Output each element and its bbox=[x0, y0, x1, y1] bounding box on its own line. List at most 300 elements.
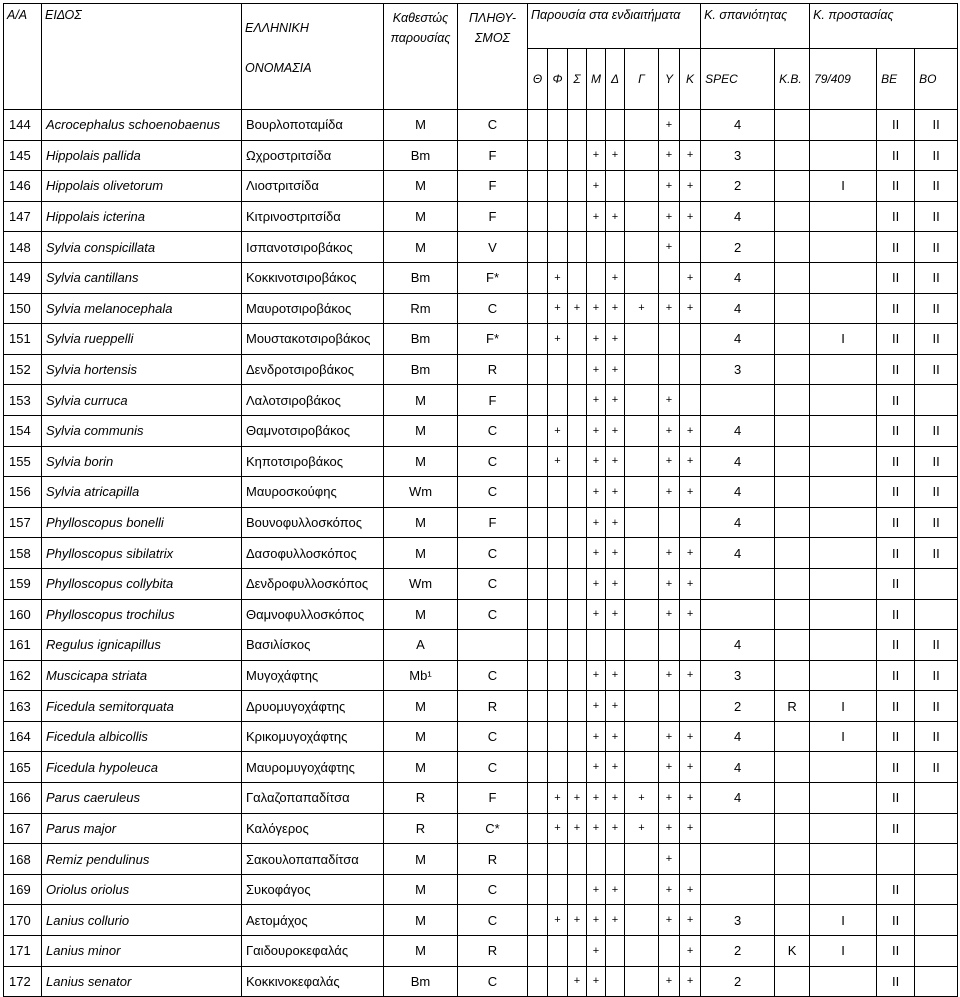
habitat-kappa-cell: + bbox=[680, 905, 701, 936]
header-kb: Κ.Β. bbox=[775, 49, 810, 110]
kb-cell bbox=[775, 874, 810, 905]
spec-cell: 4 bbox=[701, 201, 775, 232]
be-cell: II bbox=[877, 752, 915, 783]
status-cell: A bbox=[384, 630, 458, 661]
habitat-phi-cell: + bbox=[548, 415, 568, 446]
habitat-sigma-cell bbox=[568, 140, 587, 171]
kb-cell bbox=[775, 415, 810, 446]
population-cell: C bbox=[458, 905, 528, 936]
habitat-gamma-cell bbox=[625, 171, 659, 202]
spec-cell: 4 bbox=[701, 752, 775, 783]
habitat-kappa-cell: + bbox=[680, 446, 701, 477]
habitat-sigma-cell bbox=[568, 110, 587, 141]
spec-cell: 4 bbox=[701, 630, 775, 661]
habitat-gamma-cell: + bbox=[625, 813, 659, 844]
habitat-mu-cell bbox=[587, 844, 606, 875]
table-row bbox=[4, 844, 958, 875]
habitat-delta-cell: + bbox=[606, 874, 625, 905]
habitat-theta-cell bbox=[528, 874, 548, 905]
habitat-upsilon-cell: + bbox=[659, 446, 680, 477]
be-cell: II bbox=[877, 477, 915, 508]
habitat-phi-cell: + bbox=[548, 813, 568, 844]
species-cell: Lanius senator bbox=[42, 966, 242, 997]
habitat-sigma-cell bbox=[568, 936, 587, 967]
table-row bbox=[4, 477, 958, 508]
habitat-theta-cell bbox=[528, 354, 548, 385]
habitat-mu-cell: + bbox=[587, 874, 606, 905]
habitat-delta-cell: + bbox=[606, 446, 625, 477]
habitat-kappa-cell: + bbox=[680, 140, 701, 171]
table-body bbox=[4, 110, 958, 997]
table-row bbox=[4, 110, 958, 141]
be-cell: II bbox=[877, 966, 915, 997]
habitat-sigma-cell bbox=[568, 507, 587, 538]
species-cell: Parus caeruleus bbox=[42, 783, 242, 814]
directive-79-409-cell bbox=[810, 415, 877, 446]
bo-cell bbox=[915, 385, 958, 416]
habitat-theta-cell bbox=[528, 538, 548, 569]
habitat-theta-cell bbox=[528, 936, 548, 967]
status-cell: Rm bbox=[384, 293, 458, 324]
status-cell: M bbox=[384, 905, 458, 936]
habitat-gamma-cell bbox=[625, 140, 659, 171]
row-number-cell: 145 bbox=[4, 140, 42, 171]
directive-79-409-cell bbox=[810, 844, 877, 875]
greek-name-cell: Μαυρομυγοχάφτης bbox=[242, 752, 384, 783]
kb-cell bbox=[775, 568, 810, 599]
habitat-sigma-cell bbox=[568, 477, 587, 508]
status-cell: M bbox=[384, 232, 458, 263]
greek-name-cell: Μαυροσκούφης bbox=[242, 477, 384, 508]
table-header bbox=[4, 4, 958, 110]
greek-name-cell: Θαμνοφυλλοσκόπος bbox=[242, 599, 384, 630]
species-table-container bbox=[3, 3, 958, 997]
be-cell: II bbox=[877, 232, 915, 263]
be-cell: II bbox=[877, 721, 915, 752]
row-number-cell: 163 bbox=[4, 691, 42, 722]
header-bo: ΒΟ bbox=[915, 49, 958, 110]
table-row bbox=[4, 721, 958, 752]
habitat-delta-cell bbox=[606, 630, 625, 661]
population-cell: R bbox=[458, 354, 528, 385]
row-number-cell: 148 bbox=[4, 232, 42, 263]
habitat-theta-cell bbox=[528, 905, 548, 936]
be-cell: II bbox=[877, 201, 915, 232]
habitat-sigma-cell bbox=[568, 415, 587, 446]
population-cell: C bbox=[458, 110, 528, 141]
spec-cell: 4 bbox=[701, 324, 775, 355]
status-cell: M bbox=[384, 691, 458, 722]
table-row bbox=[4, 783, 958, 814]
habitat-gamma-cell bbox=[625, 630, 659, 661]
header-habitat-phi: Φ bbox=[548, 49, 568, 110]
habitat-sigma-cell: + bbox=[568, 905, 587, 936]
bo-cell bbox=[915, 783, 958, 814]
row-number-cell: 168 bbox=[4, 844, 42, 875]
habitat-gamma-cell bbox=[625, 905, 659, 936]
be-cell: II bbox=[877, 140, 915, 171]
habitat-theta-cell bbox=[528, 140, 548, 171]
habitat-mu-cell: + bbox=[587, 783, 606, 814]
greek-name-cell: Λαλοτσιροβάκος bbox=[242, 385, 384, 416]
status-cell: M bbox=[384, 446, 458, 477]
habitat-delta-cell: + bbox=[606, 140, 625, 171]
population-cell: C bbox=[458, 477, 528, 508]
row-number-cell: 153 bbox=[4, 385, 42, 416]
directive-79-409-cell bbox=[810, 110, 877, 141]
habitat-sigma-cell bbox=[568, 874, 587, 905]
species-cell: Regulus ignicapillus bbox=[42, 630, 242, 661]
kb-cell bbox=[775, 844, 810, 875]
kb-cell bbox=[775, 262, 810, 293]
table-row bbox=[4, 415, 958, 446]
be-cell: II bbox=[877, 415, 915, 446]
habitat-sigma-cell bbox=[568, 599, 587, 630]
directive-79-409-cell: I bbox=[810, 171, 877, 202]
header-habitat-theta: Θ bbox=[528, 49, 548, 110]
table-row bbox=[4, 201, 958, 232]
status-cell: M bbox=[384, 721, 458, 752]
habitat-sigma-cell bbox=[568, 354, 587, 385]
habitat-upsilon-cell bbox=[659, 507, 680, 538]
spec-cell: 2 bbox=[701, 691, 775, 722]
habitat-delta-cell: + bbox=[606, 568, 625, 599]
habitat-theta-cell bbox=[528, 966, 548, 997]
be-cell: II bbox=[877, 874, 915, 905]
directive-79-409-cell: I bbox=[810, 905, 877, 936]
row-number-cell: 149 bbox=[4, 262, 42, 293]
kb-cell bbox=[775, 171, 810, 202]
row-number-cell: 169 bbox=[4, 874, 42, 905]
habitat-kappa-cell: + bbox=[680, 293, 701, 324]
bo-cell bbox=[915, 936, 958, 967]
be-cell: II bbox=[877, 691, 915, 722]
habitat-gamma-cell bbox=[625, 201, 659, 232]
habitat-phi-cell bbox=[548, 232, 568, 263]
row-number-cell: 151 bbox=[4, 324, 42, 355]
header-status-line2: παρουσίας bbox=[390, 31, 451, 45]
habitat-kappa-cell: + bbox=[680, 874, 701, 905]
row-number-cell: 154 bbox=[4, 415, 42, 446]
kb-cell bbox=[775, 630, 810, 661]
row-number-cell: 159 bbox=[4, 568, 42, 599]
habitat-delta-cell: + bbox=[606, 507, 625, 538]
row-number-cell: 171 bbox=[4, 936, 42, 967]
habitat-phi-cell bbox=[548, 171, 568, 202]
habitat-kappa-cell: + bbox=[680, 599, 701, 630]
population-cell: C bbox=[458, 874, 528, 905]
bo-cell: II bbox=[915, 324, 958, 355]
species-cell: Phylloscopus trochilus bbox=[42, 599, 242, 630]
habitat-upsilon-cell: + bbox=[659, 660, 680, 691]
habitat-phi-cell bbox=[548, 599, 568, 630]
greek-name-cell: Μουστακοτσιροβάκος bbox=[242, 324, 384, 355]
habitat-kappa-cell: + bbox=[680, 721, 701, 752]
habitat-phi-cell: + bbox=[548, 905, 568, 936]
bo-cell bbox=[915, 568, 958, 599]
population-cell: F bbox=[458, 171, 528, 202]
population-cell: F bbox=[458, 385, 528, 416]
kb-cell bbox=[775, 721, 810, 752]
header-population bbox=[458, 4, 528, 110]
directive-79-409-cell bbox=[810, 232, 877, 263]
bo-cell bbox=[915, 966, 958, 997]
status-cell: M bbox=[384, 201, 458, 232]
table-row bbox=[4, 324, 958, 355]
directive-79-409-cell bbox=[810, 568, 877, 599]
row-number-cell: 170 bbox=[4, 905, 42, 936]
habitat-gamma-cell bbox=[625, 966, 659, 997]
spec-cell bbox=[701, 844, 775, 875]
status-cell: Wm bbox=[384, 477, 458, 508]
habitat-theta-cell bbox=[528, 171, 548, 202]
habitat-phi-cell bbox=[548, 507, 568, 538]
habitat-mu-cell: + bbox=[587, 171, 606, 202]
habitat-kappa-cell bbox=[680, 324, 701, 355]
be-cell: II bbox=[877, 324, 915, 355]
kb-cell bbox=[775, 813, 810, 844]
habitat-mu-cell: + bbox=[587, 201, 606, 232]
table-row bbox=[4, 293, 958, 324]
habitat-gamma-cell: + bbox=[625, 293, 659, 324]
habitat-kappa-cell bbox=[680, 691, 701, 722]
bo-cell: II bbox=[915, 752, 958, 783]
spec-cell: 2 bbox=[701, 966, 775, 997]
habitat-upsilon-cell bbox=[659, 324, 680, 355]
kb-cell bbox=[775, 660, 810, 691]
habitat-mu-cell: + bbox=[587, 691, 606, 722]
bo-cell: II bbox=[915, 140, 958, 171]
kb-cell bbox=[775, 783, 810, 814]
habitat-delta-cell: + bbox=[606, 538, 625, 569]
header-pop-line1: ΠΛΗΘΥ- bbox=[468, 11, 517, 25]
habitat-gamma-cell bbox=[625, 599, 659, 630]
species-cell: Phylloscopus collybita bbox=[42, 568, 242, 599]
row-number-cell: 157 bbox=[4, 507, 42, 538]
habitat-delta-cell: + bbox=[606, 201, 625, 232]
habitat-gamma-cell bbox=[625, 232, 659, 263]
habitat-phi-cell bbox=[548, 966, 568, 997]
directive-79-409-cell bbox=[810, 813, 877, 844]
header-aa: Α/Α bbox=[4, 4, 42, 110]
habitat-upsilon-cell: + bbox=[659, 874, 680, 905]
habitat-gamma-cell bbox=[625, 660, 659, 691]
habitat-upsilon-cell: + bbox=[659, 293, 680, 324]
species-cell: Remiz pendulinus bbox=[42, 844, 242, 875]
species-cell: Sylvia cantillans bbox=[42, 262, 242, 293]
spec-cell bbox=[701, 599, 775, 630]
directive-79-409-cell bbox=[810, 599, 877, 630]
status-cell: Bm bbox=[384, 140, 458, 171]
greek-name-cell: Καλόγερος bbox=[242, 813, 384, 844]
directive-79-409-cell bbox=[810, 262, 877, 293]
habitat-phi-cell bbox=[548, 721, 568, 752]
spec-cell bbox=[701, 568, 775, 599]
spec-cell: 4 bbox=[701, 446, 775, 477]
kb-cell bbox=[775, 446, 810, 477]
habitat-sigma-cell bbox=[568, 660, 587, 691]
habitat-phi-cell: + bbox=[548, 262, 568, 293]
spec-cell bbox=[701, 874, 775, 905]
kb-cell bbox=[775, 752, 810, 783]
habitat-kappa-cell: + bbox=[680, 966, 701, 997]
habitat-phi-cell bbox=[548, 385, 568, 416]
directive-79-409-cell bbox=[810, 385, 877, 416]
habitat-upsilon-cell: + bbox=[659, 966, 680, 997]
species-cell: Sylvia conspicillata bbox=[42, 232, 242, 263]
habitat-kappa-cell: + bbox=[680, 201, 701, 232]
header-greek-name bbox=[242, 4, 384, 110]
kb-cell bbox=[775, 599, 810, 630]
greek-name-cell: Κηποτσιροβάκος bbox=[242, 446, 384, 477]
habitat-sigma-cell: + bbox=[568, 783, 587, 814]
habitat-theta-cell bbox=[528, 262, 548, 293]
greek-name-cell: Κοκκινοτσιροβάκος bbox=[242, 262, 384, 293]
habitat-kappa-cell bbox=[680, 844, 701, 875]
habitat-gamma-cell bbox=[625, 691, 659, 722]
status-cell: M bbox=[384, 752, 458, 783]
habitat-mu-cell: + bbox=[587, 966, 606, 997]
bo-cell: II bbox=[915, 630, 958, 661]
header-be: ΒΕ bbox=[877, 49, 915, 110]
population-cell: C bbox=[458, 568, 528, 599]
spec-cell: 4 bbox=[701, 721, 775, 752]
habitat-kappa-cell: + bbox=[680, 660, 701, 691]
spec-cell: 4 bbox=[701, 783, 775, 814]
status-cell: Bm bbox=[384, 966, 458, 997]
table-row bbox=[4, 446, 958, 477]
habitat-theta-cell bbox=[528, 446, 548, 477]
habitat-delta-cell: + bbox=[606, 905, 625, 936]
habitat-delta-cell: + bbox=[606, 354, 625, 385]
bo-cell: II bbox=[915, 446, 958, 477]
habitat-theta-cell bbox=[528, 813, 548, 844]
be-cell: II bbox=[877, 171, 915, 202]
habitat-sigma-cell bbox=[568, 324, 587, 355]
greek-name-cell: Μαυροτσιροβάκος bbox=[242, 293, 384, 324]
species-cell: Oriolus oriolus bbox=[42, 874, 242, 905]
habitat-delta-cell: + bbox=[606, 415, 625, 446]
header-greek-line2: ΟΝΟΜΑΣΙΑ bbox=[245, 61, 312, 75]
species-cell: Phylloscopus bonelli bbox=[42, 507, 242, 538]
habitat-phi-cell: + bbox=[548, 293, 568, 324]
table-row bbox=[4, 140, 958, 171]
habitat-gamma-cell bbox=[625, 354, 659, 385]
habitat-upsilon-cell: + bbox=[659, 844, 680, 875]
be-cell: II bbox=[877, 446, 915, 477]
greek-name-cell: Γαλαζοπαπαδίτσα bbox=[242, 783, 384, 814]
habitat-sigma-cell bbox=[568, 691, 587, 722]
species-cell: Hippolais icterina bbox=[42, 201, 242, 232]
habitat-upsilon-cell: + bbox=[659, 171, 680, 202]
habitat-upsilon-cell bbox=[659, 262, 680, 293]
kb-cell bbox=[775, 324, 810, 355]
spec-cell bbox=[701, 385, 775, 416]
habitat-phi-cell bbox=[548, 354, 568, 385]
species-cell: Sylvia atricapilla bbox=[42, 477, 242, 508]
species-cell: Ficedula albicollis bbox=[42, 721, 242, 752]
bo-cell: II bbox=[915, 232, 958, 263]
spec-cell: 2 bbox=[701, 232, 775, 263]
habitat-theta-cell bbox=[528, 201, 548, 232]
kb-cell bbox=[775, 232, 810, 263]
habitat-kappa-cell: + bbox=[680, 477, 701, 508]
habitat-sigma-cell bbox=[568, 721, 587, 752]
habitat-gamma-cell bbox=[625, 752, 659, 783]
status-cell: M bbox=[384, 110, 458, 141]
greek-name-cell: Λιοστριτσίδα bbox=[242, 171, 384, 202]
habitat-theta-cell bbox=[528, 324, 548, 355]
table-row bbox=[4, 385, 958, 416]
greek-name-cell: Κιτρινοστριτσίδα bbox=[242, 201, 384, 232]
kb-cell bbox=[775, 507, 810, 538]
bo-cell: II bbox=[915, 262, 958, 293]
habitat-gamma-cell bbox=[625, 874, 659, 905]
kb-cell bbox=[775, 538, 810, 569]
species-cell: Hippolais pallida bbox=[42, 140, 242, 171]
habitat-delta-cell bbox=[606, 232, 625, 263]
habitat-kappa-cell: + bbox=[680, 415, 701, 446]
habitat-upsilon-cell bbox=[659, 936, 680, 967]
habitat-delta-cell: + bbox=[606, 660, 625, 691]
kb-cell bbox=[775, 477, 810, 508]
be-cell: II bbox=[877, 293, 915, 324]
species-cell: Sylvia communis bbox=[42, 415, 242, 446]
greek-name-cell: Βουρλοποταμίδα bbox=[242, 110, 384, 141]
habitat-upsilon-cell: + bbox=[659, 415, 680, 446]
status-cell: M bbox=[384, 538, 458, 569]
greek-name-cell: Δενδροτσιροβάκος bbox=[242, 354, 384, 385]
habitat-theta-cell bbox=[528, 568, 548, 599]
greek-name-cell: Βασιλίσκος bbox=[242, 630, 384, 661]
status-cell: M bbox=[384, 415, 458, 446]
row-number-cell: 160 bbox=[4, 599, 42, 630]
row-number-cell: 167 bbox=[4, 813, 42, 844]
habitat-mu-cell: + bbox=[587, 324, 606, 355]
be-cell: II bbox=[877, 630, 915, 661]
habitat-upsilon-cell: + bbox=[659, 140, 680, 171]
population-cell: V bbox=[458, 232, 528, 263]
table-row bbox=[4, 966, 958, 997]
habitat-upsilon-cell: + bbox=[659, 232, 680, 263]
directive-79-409-cell bbox=[810, 140, 877, 171]
habitat-theta-cell bbox=[528, 630, 548, 661]
be-cell: II bbox=[877, 783, 915, 814]
population-cell: C bbox=[458, 752, 528, 783]
habitat-mu-cell bbox=[587, 110, 606, 141]
be-cell: II bbox=[877, 262, 915, 293]
status-cell: M bbox=[384, 844, 458, 875]
species-cell: Ficedula semitorquata bbox=[42, 691, 242, 722]
habitat-sigma-cell bbox=[568, 752, 587, 783]
species-cell: Sylvia hortensis bbox=[42, 354, 242, 385]
habitat-kappa-cell: + bbox=[680, 813, 701, 844]
directive-79-409-cell bbox=[810, 446, 877, 477]
header-habitat-gamma: Γ bbox=[625, 49, 659, 110]
habitat-delta-cell: + bbox=[606, 324, 625, 355]
habitat-mu-cell: + bbox=[587, 446, 606, 477]
habitat-gamma-cell bbox=[625, 262, 659, 293]
habitat-mu-cell bbox=[587, 232, 606, 263]
habitat-theta-cell bbox=[528, 477, 548, 508]
status-cell: R bbox=[384, 813, 458, 844]
row-number-cell: 150 bbox=[4, 293, 42, 324]
greek-name-cell: Θαμνοτσιροβάκος bbox=[242, 415, 384, 446]
species-cell: Sylvia rueppelli bbox=[42, 324, 242, 355]
bo-cell bbox=[915, 905, 958, 936]
bo-cell: II bbox=[915, 171, 958, 202]
kb-cell: R bbox=[775, 691, 810, 722]
